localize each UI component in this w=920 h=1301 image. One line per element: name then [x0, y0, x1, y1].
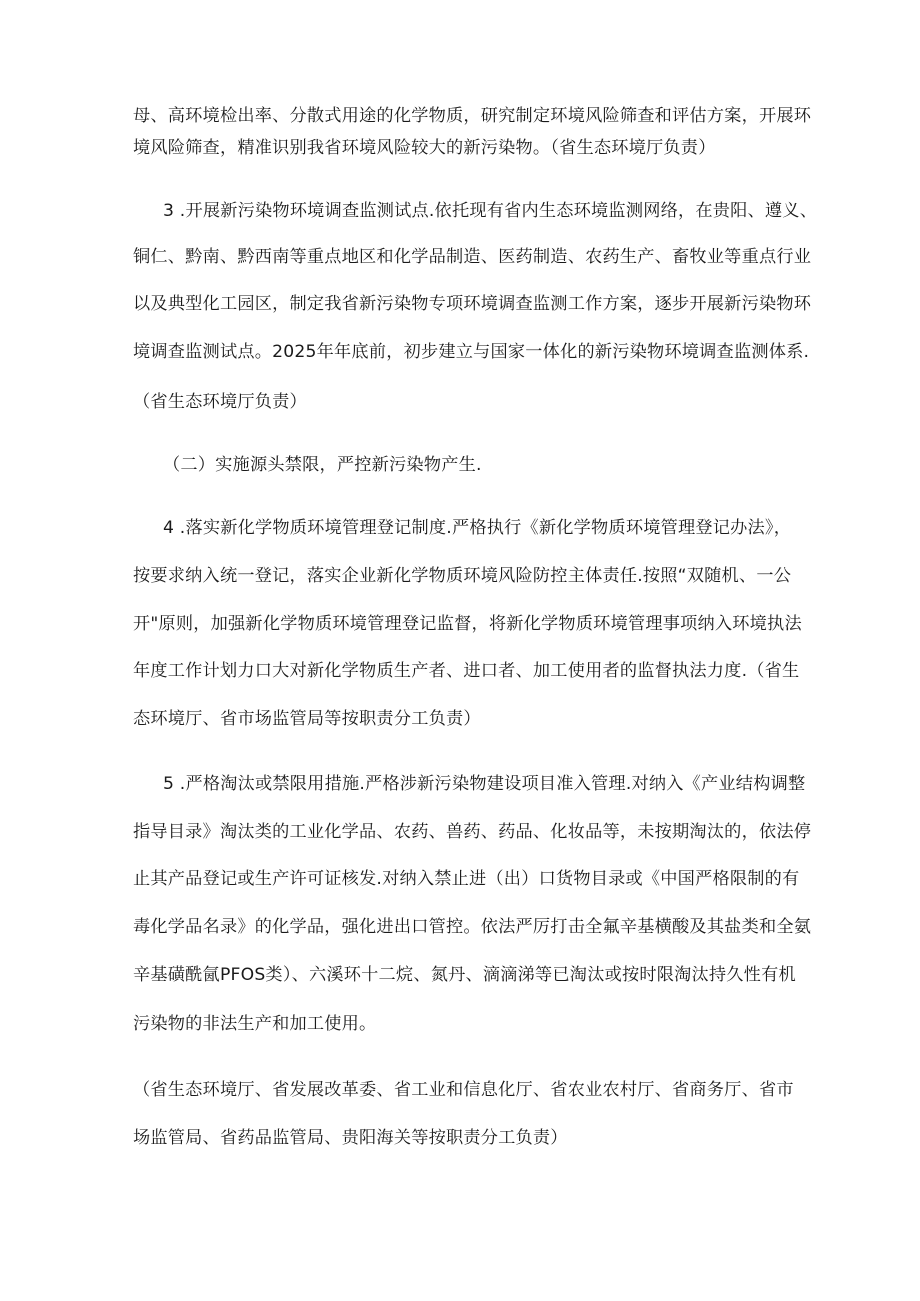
- text-line: 止其产品登记或生产许可证核发.对纳入禁止进（出）口货物目录或《中国严格限制的有: [133, 869, 800, 889]
- text-line: 4 .落实新化学物质环境管理登记制度.严格执行《新化学物质环境管理登记办法》，: [163, 518, 792, 538]
- text-line: 母、高环境检出率、分散式用途的化学物质，研究制定环境风险筛查和评估方案，开展环: [133, 106, 812, 126]
- text-line: （省生态环境厅负责）: [133, 392, 307, 412]
- text-line: 境调查监测试点。2025年年底前，初步建立与国家一体化的新污染物环境调查监测体系.: [133, 342, 810, 362]
- text-line: 辛基磺酰氤PFOS类）、六溪环十二烷、氮丹、滴滴涕等已淘汰或按时限淘汰持久性有机: [133, 965, 796, 985]
- text-line: 铜仁、黔南、黔西南等重点地区和化学品制造、医药制造、农药生产、畜牧业等重点行业: [133, 247, 812, 267]
- text-line: 开"原则，加强新化学物质环境管理登记监督，将新化学物质环境管理事项纳入环境执法: [133, 614, 802, 634]
- text-line: 指导目录》淘汰类的工业化学品、农药、兽药、药品、化妆品等，未按期淘汰的，依法停: [133, 822, 812, 842]
- text-line: 毒化学品名录》的化学品，强化进出口管控。依法严厉打击全氟辛基横酸及其盐类和全氨: [133, 917, 812, 937]
- text-line: 场监管局、省药品监管局、贵阳海关等按职责分工负责）: [133, 1128, 568, 1148]
- text-line: 以及典型化工园区，制定我省新污染物专项环境调查监测工作方案，逐步开展新污染物环: [133, 294, 812, 314]
- text-line: （省生态环境厅、省发展改革委、省工业和信息化厅、省农业农村厅、省商务厅、省市: [133, 1080, 794, 1100]
- text-line: 境风险筛查，精准识别我省环境风险较大的新污染物。（省生态环境厅负责）: [133, 138, 716, 158]
- text-line: 污染物的非法生产和加工使用。: [133, 1014, 377, 1034]
- section-heading: （二）实施源头禁限，严控新污染物产生.: [163, 455, 482, 475]
- text-line: 5 .严格淘汰或禁限用措施.严格涉新污染物建设项目准入管理.对纳入《产业结构调整: [163, 774, 806, 794]
- text-line: 按要求纳入统一登记，落实企业新化学物质环境风险防控主体责任.按照“双随机、一公: [133, 566, 792, 586]
- text-line: 态环境厅、省市场监管局等按职责分工负责）: [133, 709, 481, 729]
- text-line: 年度工作计划力口大对新化学物质生产者、进口者、加工使用者的监督执法力度.（省生: [133, 661, 800, 681]
- text-line: 3 .开展新污染物环境调查监测试点.依托现有省内生态环境监测网络，在贵阳、遵义、: [163, 201, 818, 221]
